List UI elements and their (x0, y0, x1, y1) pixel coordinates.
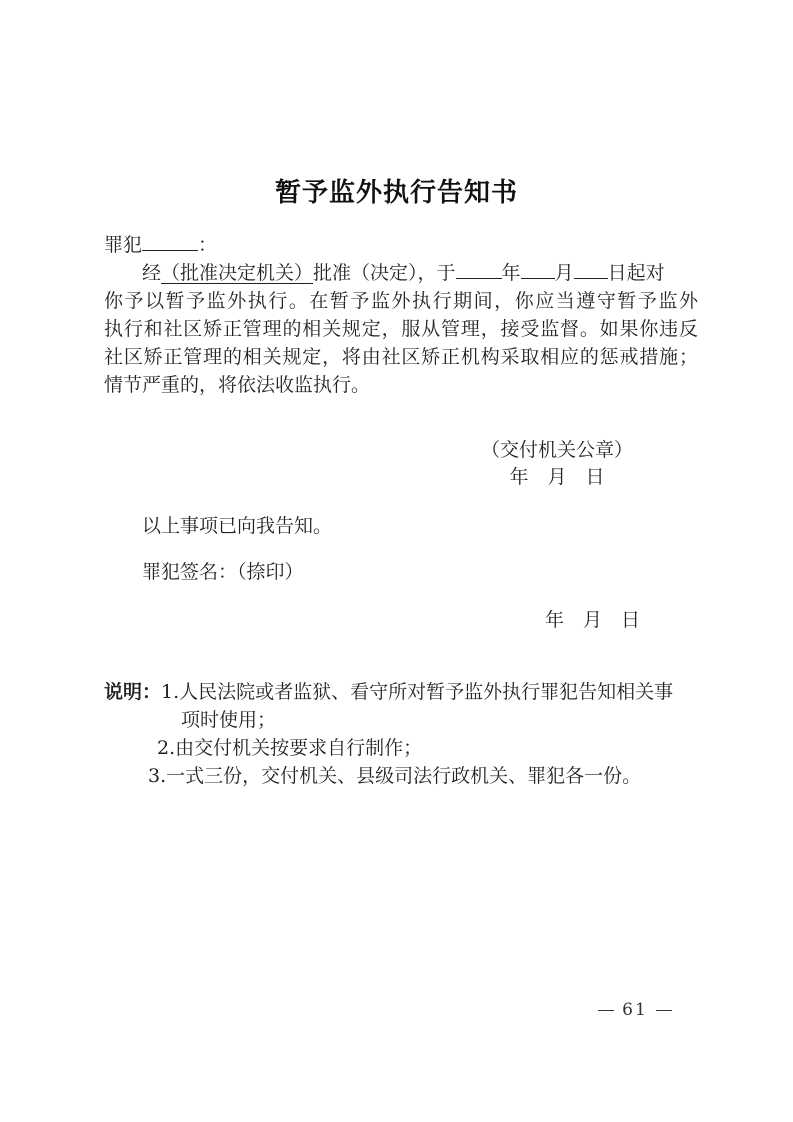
approval-authority-field: （批准决定机关） (161, 262, 314, 284)
note-1: 1.人民法院或者监狱、看守所对暂予监外执行罪犯告知相关事 (161, 681, 674, 703)
page-number: 61 (622, 1000, 648, 1020)
body-prefix: 经 (142, 262, 162, 284)
notes-item-1-cont: 项时使用； (181, 709, 277, 731)
approval-phrase: 批准（决定），于 (313, 262, 456, 284)
year-label: 年 (501, 262, 521, 284)
body-line-3: 执行和社区矫正管理的相关规定，服从管理，接受监督。如果你违反 (104, 318, 698, 340)
notes-label: 说明： (104, 681, 162, 703)
signature-date: 年 月 日 (545, 609, 641, 631)
salutation-suffix: ： (198, 234, 218, 256)
month-label: 月 (554, 262, 574, 284)
salutation-prefix: 罪犯 (104, 234, 143, 256)
signature-line: 罪犯签名：（捺印） (142, 561, 304, 583)
year-blank (456, 260, 502, 279)
body-line-1 (142, 259, 665, 287)
body-line-2: 你予以暂予监外执行。在暂予监外执行期间，你应当遵守暂予监外 (104, 290, 698, 312)
left-dash (598, 1010, 614, 1011)
seal-date: 年 月 日 (509, 466, 605, 488)
name-blank (142, 232, 198, 251)
body-line-4: 社区矫正管理的相关规定，将由社区矫正机构采取相应的惩戒措施； (104, 346, 698, 368)
body-line-5: 情节严重的，将依法收监执行。 (104, 374, 371, 396)
month-blank (521, 260, 555, 279)
notes-item-2: 2.由交付机关按要求自行制作； (157, 737, 423, 759)
seal-label: （交付机关公章） (480, 439, 633, 461)
right-dash (656, 1010, 672, 1011)
page-footer (590, 1000, 680, 1020)
notes-item-3: 3.一式三份，交付机关、县级司法行政机关、罪犯各一份。 (148, 765, 642, 787)
document-title: 暂予监外执行告知书 (274, 178, 518, 208)
day-start-label: 日起对 (607, 262, 665, 284)
notes-item-1 (104, 678, 673, 706)
acknowledgment-text: 以上事项已向我告知。 (142, 515, 333, 537)
day-blank (574, 260, 608, 279)
salutation-line (104, 231, 217, 259)
